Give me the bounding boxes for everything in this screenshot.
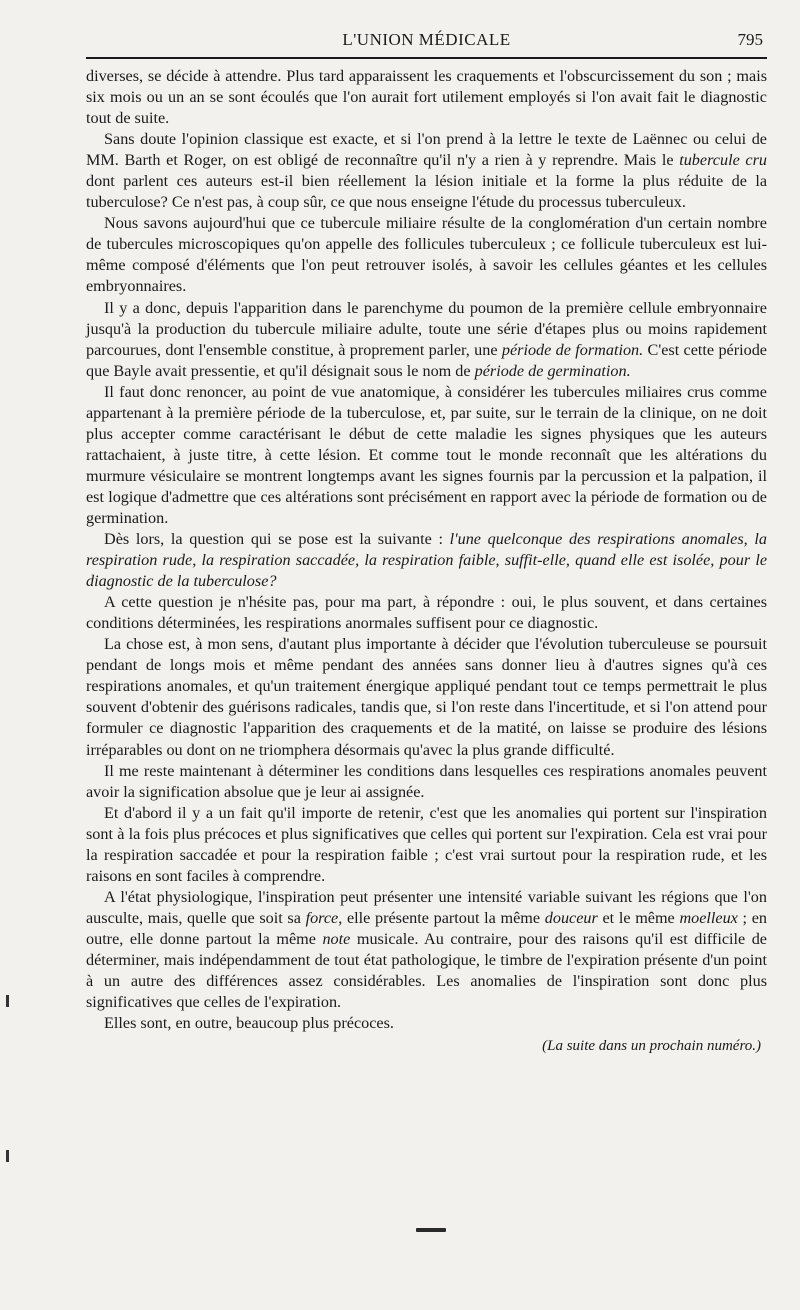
margin-mark: [6, 995, 9, 1007]
paragraph: [86, 803, 767, 887]
paragraph: [86, 298, 767, 382]
italic-text: tubercule cru: [679, 151, 767, 170]
text-run: Il me reste maintenant à déterminer les conditions dans lesquelles ces respirations anomales peuvent avoir la signification absolue que je leur ai assignée.: [86, 761, 767, 801]
text-run: Nous savons aujourd'hui que ce tubercule miliaire résulte de la conglomération d'un certain nombre de tubercules microscopiques qu'on appelle des follicules tuberculeux ; ce follicule tuberculeux est lui-même composé d'éléments que l'on peut retrouver isolés, à savoir les cellules géantes et les cellules embryonnaires.: [86, 214, 767, 296]
italic-text: période de formation.: [501, 340, 644, 359]
text-run: Dès lors, la question qui se pose est la suivante :: [104, 530, 450, 549]
italic-text: moelleux: [679, 908, 738, 927]
text-run: Et d'abord il y a un fait qu'il importe de retenir, c'est que les anomalies qui portent sur l'inspiration sont à la fois plus précoces et plus significatives que celles qui portent sur l'expiration. Cela est vrai pour la respiration saccadée et pour la respiration faible ; c'est vrai surtout pour la respiration rude, et les raisons en sont faciles à comprendre.: [86, 803, 767, 885]
text-run: et le même: [597, 908, 680, 927]
text-run: diverses, se décide à attendre. Plus tard apparaissent les craquements et l'obscurcissement du son ; mais six mois ou un an se sont écoulés que l'on aurait fort utilement employés si l'on avait fait le diagnostic tout de suite.: [86, 67, 767, 128]
text-run: Il y a donc, depuis l'apparition dans le parenchyme du poumon de la première cellule embryonnaire jusqu'à la production du tubercule miliaire adulte, toute une série d'étapes plus ou moins rapidement parcourues, dont l'ensemble constitue, à proprement parler, une: [86, 298, 767, 359]
paragraph: [86, 887, 767, 1013]
paragraph: [86, 66, 767, 129]
paragraph: [86, 634, 767, 760]
running-head: L'UNION MÉDICALE: [342, 30, 511, 49]
text-run: Sans doute l'opinion classique est exacte, et si l'on prend à la lettre le texte de Laënnec ou celui de MM. Barth et Roger, on est obligé de reconnaître qu'il n'y a rien à y reprendre. Mais le: [86, 130, 767, 170]
margin-mark: [6, 1150, 9, 1162]
text-run: Il faut donc renoncer, au point de vue anatomique, à considérer les tubercules miliaires crus comme appartenant à la première période de la tuberculose, et, par suite, sur le terrain de la clinique, on ne doit plus accepter comme caractérisant le début de cette maladie les signes physiques que les auteurs rattachaient, à juste titre, à cette lésion. Et comme tout le monde reconnaît que les altérations du murmure vésiculaire se montrent longtemps avant les signes fournis par la percussion et la palpation, il est logique d'admettre que ces altérations sont précisément en rapport avec la période de formation ou de germination.: [86, 382, 767, 527]
italic-text: force: [305, 908, 339, 927]
paragraph: [86, 382, 767, 529]
paragraph: [86, 761, 767, 803]
paragraph: [86, 1013, 767, 1034]
page-header: [86, 0, 767, 52]
text-run: musicale. Au contraire, pour des raisons qu'il est difficile de déterminer, mais indépendamment de tout état pathologique, le timbre de l'expiration présente d'un point à un autre des différences assez considérables. Les anomalies de l'inspiration sont donc plus significatives que celles de l'expiration.: [86, 929, 767, 1012]
text-run: C'est cette période que Bayle avait pressentie, et qu'il désignait sous le nom de: [86, 340, 767, 380]
paragraph: [86, 213, 767, 297]
italic-text: l'une quelconque des respirations anomales, la respiration rude, la respiration saccadée, la respiration faible, suffit-elle, quand elle est isolée, pour le diagnostic de la tuberculose?: [86, 530, 767, 591]
paragraph: [86, 529, 767, 592]
header-rule: [86, 57, 767, 59]
paragraph: [86, 129, 767, 213]
text-run: A l'état physiologique, l'inspiration peut présenter une intensité variable suivant les régions que l'on ausculte, mais, quelle que soit sa: [86, 887, 767, 927]
text-run: ; en outre, elle donne partout la même: [86, 908, 768, 948]
text-run: La chose est, à mon sens, d'autant plus importante à décider que l'évolution tuberculeuse se poursuit pendant de longs mois et même pendant des années sans donner lieu à d'autres signes qu'à ces respirations anomales, et qu'un traitement énergique appliqué pendant tout ce temps permettrait le plus souvent d'obtenir des guérisons radicales, tandis que, si l'on reste dans l'incertitude, et si l'on attend pour formuler ce diagnostic l'apparition des craquements et de la matité, on laisse se produire des lésions irréparables ou dont on ne triomphera désormais qu'avec la plus grande difficulté.: [86, 635, 767, 759]
page-number: 795: [737, 30, 763, 49]
italic-text: note: [322, 929, 351, 948]
text-run: dont parlent ces auteurs est-il bien réellement la lésion initiale et la forme la plus réduite de la tuberculose? Ce n'est pas, à coup sûr, ce que nous enseigne l'étude du processus tuberculeux.: [86, 172, 767, 212]
text-run: A cette question je n'hésite pas, pour ma part, à répondre : oui, le plus souvent, et dans certaines conditions déterminées, les respirations anormales suffisent pour ce diagnostic.: [86, 593, 767, 633]
paragraph: [86, 592, 767, 634]
italic-text: douceur: [544, 908, 598, 927]
article-body: [86, 66, 767, 1057]
italic-text: période de germination.: [474, 361, 631, 380]
text-run: , elle présente partout la même: [338, 908, 545, 927]
continuation-note: (La suite dans un prochain numéro.): [542, 1038, 761, 1055]
end-ornament: [416, 1228, 446, 1232]
text-run: Elles sont, en outre, beaucoup plus précoces.: [104, 1014, 394, 1033]
